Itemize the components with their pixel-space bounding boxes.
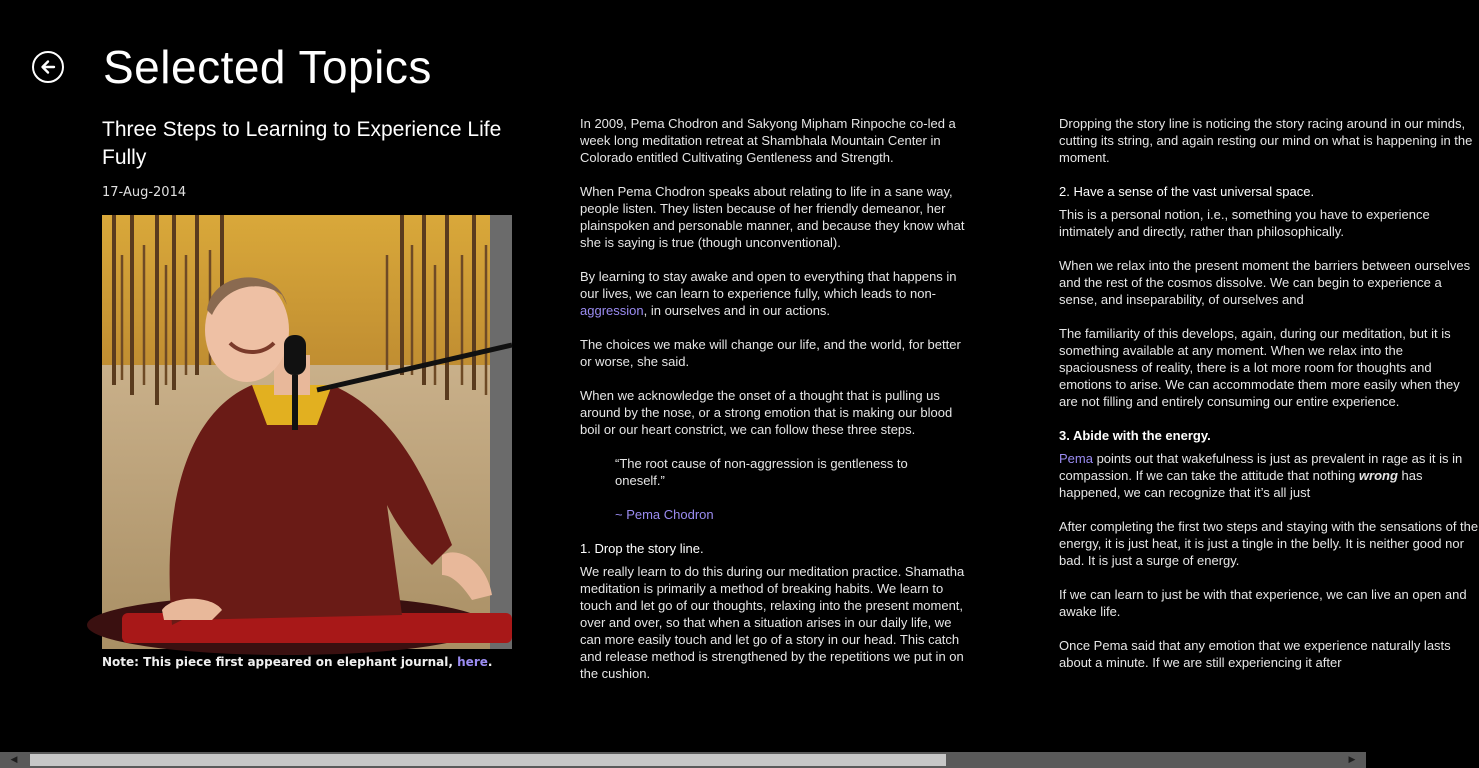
aggression-link[interactable]: aggression [580, 303, 644, 318]
quote-author-link[interactable]: ~ Pema Chodron [615, 507, 714, 522]
section-heading-1: 1. Drop the story line. [580, 541, 704, 556]
photo-illustration [102, 215, 512, 649]
paragraph: The familiarity of this develops, again, during our meditation, but it is something available at any moment. When we relax into the spaciousness of reality, there is a lot more room for thoughts and emotions to arise. We can accommodate them more easily when they are not filling and entirely consuming our entire experience. [1059, 326, 1460, 409]
back-arrow-icon [38, 57, 58, 77]
note-suffix: . [487, 655, 493, 669]
quote-text: “The root cause of non-aggression is gentleness to oneself.” [615, 456, 908, 488]
pull-quote [615, 455, 925, 523]
article-photo [102, 215, 512, 649]
paragraph: When we relax into the present moment the barriers between ourselves and the rest of the cosmos dissolve. We can begin to experience a sense, and inseparability, of ourselves and [1059, 258, 1471, 307]
paragraph: When Pema Chodron speaks about relating to life in a sane way, people listen. They listen because of her friendly demeanor, her plainspoken and personable manner, and because they know what she is saying is true (though unconventional). [580, 184, 965, 250]
paragraph: This is a personal notion, i.e., something you have to experience intimately and directly, rather than philosophically. [1059, 207, 1430, 239]
paragraph: By learning to stay awake and open to everything that happens in our lives, we can learn to experience fully, which leads to non-aggression, in ourselves and in our actions. [580, 269, 957, 318]
article-title: Three Steps to Learning to Experience Life Fully [102, 118, 502, 169]
article-note [102, 655, 522, 669]
scroll-thumb[interactable] [30, 754, 946, 766]
paragraph: After completing the first two steps and staying with the sensations of the energy, it is just heat, it is just a tingle in the belly. It is neither good nor bad. It is just a surge of energy. [1059, 519, 1479, 568]
page-title: Selected Topics [103, 41, 432, 93]
article-column-3 [1059, 115, 1479, 688]
article-column-2 [580, 115, 975, 699]
pema-link[interactable]: Pema [1059, 451, 1093, 466]
paragraph: We really learn to do this during our meditation practice. Shamatha meditation is primarily a method of breaking habits. We learn to touch and let go of our thoughts, relaxing into the present moment, over and over, so that when a situation arises in our daily life, we can more easily touch and let go of a story in our head. This catch and release method is strengthened by the repetitions we put in on the cushion. [580, 564, 965, 681]
back-button[interactable] [32, 51, 64, 83]
note-link-here[interactable]: here [457, 655, 488, 669]
scroll-left-arrow-icon[interactable]: ◀ [10, 755, 18, 765]
section-heading-3: 3. Abide with the energy. [1059, 428, 1211, 443]
paragraph: When we acknowledge the onset of a thought that is pulling us around by the nose, or a strong emotion that is making our blood boil or our heart constrict, we can follow these three steps. [580, 388, 953, 437]
article-date: 17-Aug-2014 [102, 185, 187, 200]
scroll-right-arrow-icon[interactable]: ▶ [1348, 755, 1356, 765]
paragraph: The choices we make will change our life, and the world, for better or worse, she said. [580, 337, 961, 369]
section-heading-2: 2. Have a sense of the vast universal space. [1059, 184, 1315, 199]
paragraph: Pema points out that wakefulness is just as prevalent in rage as it is in compassion. If we can take the attitude that nothing wrong has happened, we can recognize that it’s all just [1059, 451, 1463, 500]
horizontal-scrollbar[interactable] [0, 752, 1366, 768]
paragraph: In 2009, Pema Chodron and Sakyong Mipham Rinpoche co-led a week long meditation retreat at Shambhala Mountain Center in Colorado entitled Cultivating Gentleness and Strength. [580, 116, 956, 165]
note-text: Note: This piece first appeared on elephant journal, [102, 655, 458, 669]
paragraph: Dropping the story line is noticing the story racing around in our minds, cutting its string, and again resting our mind on what is happening in the moment. [1059, 116, 1473, 165]
paragraph: Once Pema said that any emotion that we experience naturally lasts about a minute. If we are still experiencing it after [1059, 638, 1451, 670]
paragraph: If we can learn to just be with that experience, we can live an open and awake life. [1059, 587, 1467, 619]
